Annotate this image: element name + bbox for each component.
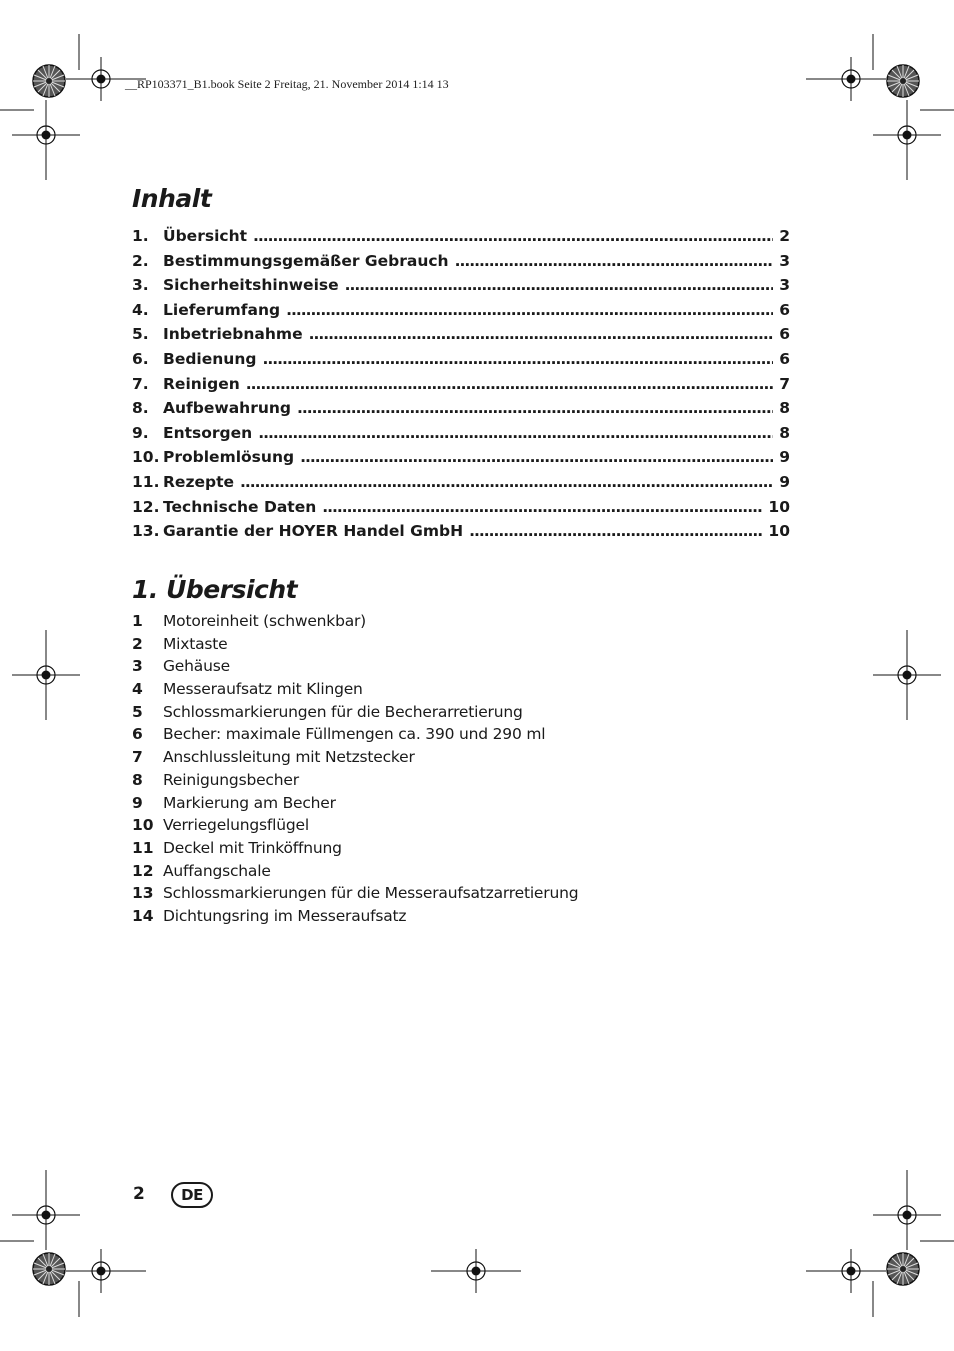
page-number: 2 [133,1184,145,1204]
toc-entry-page: 6 [779,300,790,319]
part-number: 2 [132,634,143,653]
toc-entry[interactable] [132,252,790,277]
part-number: 8 [132,770,143,789]
part-number: 4 [132,680,143,699]
toc-entry-page: 6 [779,349,790,368]
list-item [132,771,578,794]
toc-leader-dots [253,227,773,245]
toc-entry-title: Problemlösung [163,448,295,467]
toc-entry[interactable] [132,424,790,449]
toc-entry[interactable] [132,276,790,301]
toc-entry-page: 10 [768,497,790,516]
toc-leader-dots [240,473,773,491]
toc-heading: Inhalt [132,184,212,213]
toc-entry-page: 9 [779,448,790,467]
part-number: 11 [132,838,154,857]
part-label: Motoreinheit (schwenkbar) [163,612,367,630]
list-item [132,635,578,658]
toc-entry[interactable] [132,399,790,424]
toc-entry-number: 6. [132,349,149,368]
toc-entry-page: 2 [779,227,790,245]
toc-leader-dots [469,522,762,540]
list-item [132,612,578,635]
toc-entry-title: Entsorgen [163,423,253,442]
toc-entry-number: 11. [132,472,160,491]
toc-entry-number: 7. [132,374,149,393]
toc-entry-page: 8 [779,399,790,418]
list-item [132,884,578,907]
toc-leader-dots [322,498,762,516]
parts-list [132,612,578,930]
part-number: 1 [132,612,143,630]
toc-entry-number: 4. [132,300,149,319]
toc-leader-dots [286,301,773,319]
part-label: Anschlussleitung mit Netzstecker [163,748,415,767]
list-item [132,794,578,817]
toc-entry-number: 2. [132,251,149,270]
table-of-contents [132,227,790,547]
toc-entry-title: Bestimmungsgemäßer Gebrauch [163,251,449,270]
toc-entry[interactable] [132,448,790,473]
toc-entry-number: 5. [132,325,149,344]
toc-leader-dots [297,399,773,417]
part-number: 5 [132,702,143,721]
toc-entry-title: Inbetriebnahme [163,325,303,344]
part-number: 9 [132,793,143,812]
toc-entry-page: 8 [779,423,790,442]
toc-entry-title: Technische Daten [163,497,317,516]
toc-entry-title: Übersicht [163,227,248,245]
list-item [132,907,578,930]
toc-leader-dots [300,448,773,466]
list-item [132,657,578,680]
part-label: Mixtaste [163,634,228,653]
toc-entry[interactable] [132,522,790,547]
toc-entry-number: 10. [132,448,160,467]
part-label: Reinigungsbecher [163,770,299,789]
print-slug: __RP103371_B1.book Seite 2 Freitag, 21. November 2014 1:14 13 [125,77,449,91]
part-label: Becher: maximale Füllmengen ca. 390 und 290 ml [163,725,546,744]
part-number: 13 [132,884,154,903]
toc-entry-number: 12. [132,497,160,516]
toc-entry-page: 7 [779,374,790,393]
toc-entry-title: Garantie der HOYER Handel GmbH [163,522,464,541]
part-label: Deckel mit Trinköffnung [163,838,342,857]
part-number: 7 [132,748,143,767]
part-label: Dichtungsring im Messeraufsatz [163,906,407,925]
toc-entry-title: Lieferumfang [163,300,281,319]
toc-entry-title: Reinigen [163,374,240,393]
toc-entry[interactable] [132,227,790,252]
part-label: Schlossmarkierungen für die Becherarretierung [163,702,523,721]
part-label: Auffangschale [163,861,271,880]
list-item [132,862,578,885]
toc-leader-dots [262,350,773,368]
part-number: 14 [132,906,154,925]
toc-entry[interactable] [132,301,790,326]
toc-entry-title: Bedienung [163,349,257,368]
toc-entry-number: 13. [132,522,160,541]
toc-entry[interactable] [132,325,790,350]
toc-entry-page: 3 [779,276,790,295]
part-number: 12 [132,861,154,880]
part-number: 3 [132,657,143,676]
toc-entry[interactable] [132,350,790,375]
toc-entry-number: 1. [132,227,149,245]
part-label: Markierung am Becher [163,793,336,812]
list-item [132,839,578,862]
part-number: 6 [132,725,143,744]
part-label: Gehäuse [163,657,230,676]
toc-entry[interactable] [132,375,790,400]
toc-entry-title: Aufbewahrung [163,399,292,418]
toc-entry-page: 9 [779,472,790,491]
toc-leader-dots [455,252,774,270]
toc-leader-dots [309,325,774,343]
toc-entry-number: 8. [132,399,149,418]
toc-entry-page: 6 [779,325,790,344]
part-number: 10 [132,816,154,835]
toc-leader-dots [246,375,773,393]
toc-entry-page: 3 [779,251,790,270]
list-item [132,725,578,748]
toc-entry-title: Rezepte [163,472,234,491]
list-item [132,703,578,726]
toc-entry-number: 3. [132,276,149,295]
toc-entry-number: 9. [132,423,149,442]
overview-heading: 1. Übersicht [132,575,298,604]
language-badge: DE [171,1182,213,1208]
list-item [132,680,578,703]
toc-entry[interactable] [132,473,790,498]
toc-entry-page: 10 [768,522,790,541]
toc-leader-dots [345,276,774,294]
toc-entry[interactable] [132,498,790,523]
toc-entry-title: Sicherheitshinweise [163,276,339,295]
part-label: Schlossmarkierungen für die Messeraufsatzarretierung [163,884,579,903]
toc-leader-dots [258,424,773,442]
part-label: Verriegelungsflügel [163,816,309,835]
part-label: Messeraufsatz mit Klingen [163,680,363,699]
list-item [132,816,578,839]
list-item [132,748,578,771]
